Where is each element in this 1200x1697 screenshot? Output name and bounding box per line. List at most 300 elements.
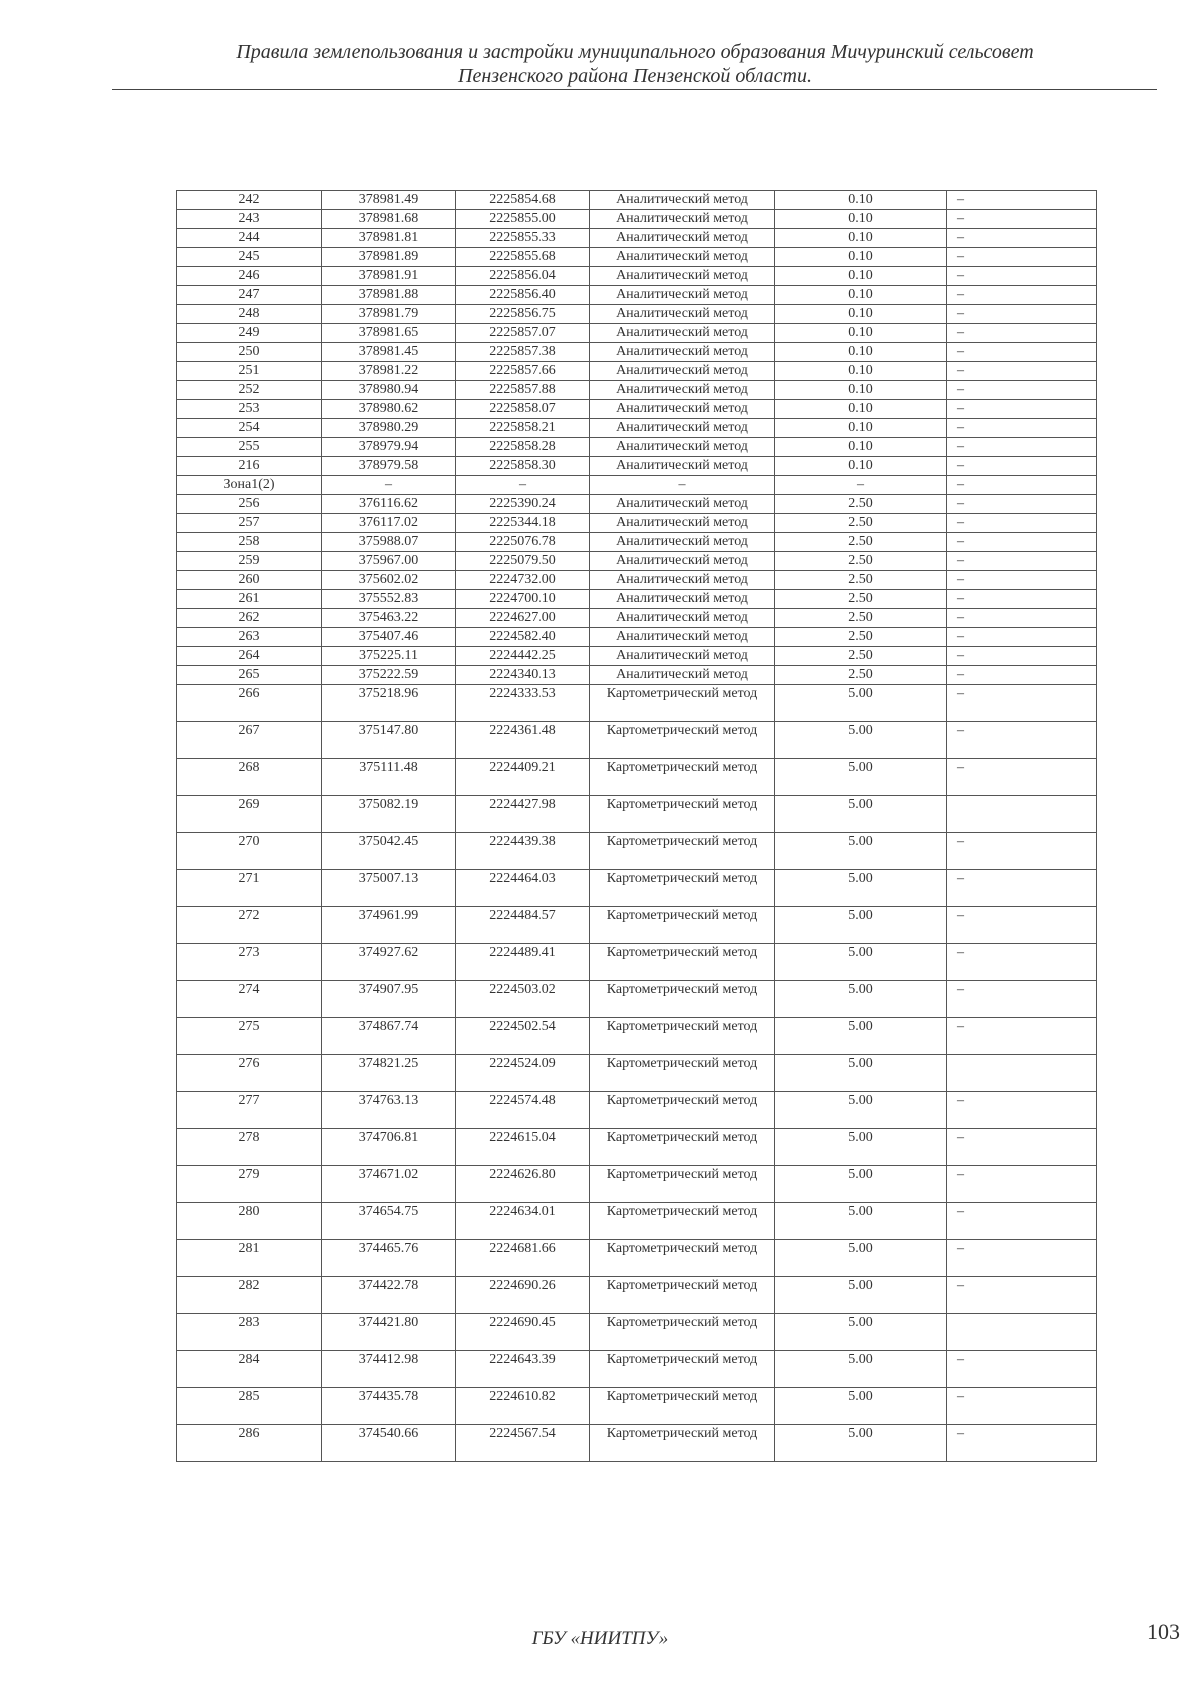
table-row [177,685,1097,722]
y-coordinate-cell: 2225390.24 [456,495,590,514]
y-coordinate-cell: 2224627.00 [456,609,590,628]
point-number-cell: 259 [177,552,322,571]
accuracy-cell: 2.50 [775,533,947,552]
y-coordinate-cell: 2224340.13 [456,666,590,685]
method-cell: Аналитический метод [590,571,775,590]
x-coordinate-cell: 375222.59 [322,666,456,685]
note-cell: – [947,944,1097,981]
x-coordinate-cell: 374927.62 [322,944,456,981]
y-coordinate-cell: 2225855.33 [456,229,590,248]
x-coordinate-cell: 375407.46 [322,628,456,647]
point-number-cell: 254 [177,419,322,438]
y-coordinate-cell: 2224732.00 [456,571,590,590]
method-cell: Картометрический метод [590,1240,775,1277]
method-cell: Картометрический метод [590,907,775,944]
table-row [177,907,1097,944]
x-coordinate-cell: 375225.11 [322,647,456,666]
accuracy-cell: 2.50 [775,609,947,628]
note-cell: – [947,609,1097,628]
point-number-cell: 276 [177,1055,322,1092]
point-number-cell: 269 [177,796,322,833]
method-cell: Аналитический метод [590,248,775,267]
table-row [177,647,1097,666]
note-cell: – [947,571,1097,590]
point-number-cell: 255 [177,438,322,457]
note-cell: – [947,210,1097,229]
note-cell: – [947,286,1097,305]
x-coordinate-cell: 374422.78 [322,1277,456,1314]
table-row [177,514,1097,533]
method-cell: Аналитический метод [590,229,775,248]
note-cell: – [947,419,1097,438]
table-row [177,1277,1097,1314]
accuracy-cell: 0.10 [775,419,947,438]
y-coordinate-cell: 2224690.45 [456,1314,590,1351]
method-cell: Аналитический метод [590,609,775,628]
x-coordinate-cell: 375042.45 [322,833,456,870]
note-cell: – [947,1425,1097,1462]
x-coordinate-cell: 374821.25 [322,1055,456,1092]
y-coordinate-cell: 2224439.38 [456,833,590,870]
x-coordinate-cell: 378981.81 [322,229,456,248]
table-row [177,324,1097,343]
y-coordinate-cell: 2224503.02 [456,981,590,1018]
method-cell: Аналитический метод [590,362,775,381]
table-row [177,590,1097,609]
x-coordinate-cell: 374435.78 [322,1388,456,1425]
method-cell: Аналитический метод [590,286,775,305]
accuracy-cell: 2.50 [775,666,947,685]
accuracy-cell: 5.00 [775,1055,947,1092]
table-row [177,1166,1097,1203]
method-cell: Аналитический метод [590,590,775,609]
method-cell: Картометрический метод [590,944,775,981]
note-cell: – [947,191,1097,210]
y-coordinate-cell: 2225857.38 [456,343,590,362]
note-cell [947,796,1097,833]
note-cell: – [947,400,1097,419]
x-coordinate-cell: 374540.66 [322,1425,456,1462]
x-coordinate-cell: 378981.68 [322,210,456,229]
accuracy-cell: 2.50 [775,552,947,571]
x-coordinate-cell: 378981.91 [322,267,456,286]
document-header [110,40,1160,88]
method-cell: Картометрический метод [590,833,775,870]
table-row [177,286,1097,305]
point-number-cell: 282 [177,1277,322,1314]
method-cell: Картометрический метод [590,870,775,907]
accuracy-cell: 5.00 [775,1240,947,1277]
method-cell: Картометрический метод [590,1018,775,1055]
method-cell: Картометрический метод [590,981,775,1018]
x-coordinate-cell: 378980.62 [322,400,456,419]
method-cell: Аналитический метод [590,267,775,286]
method-cell: Картометрический метод [590,1351,775,1388]
point-number-cell: Зона1(2) [177,476,322,495]
table-row [177,1388,1097,1425]
note-cell: – [947,267,1097,286]
accuracy-cell: 0.10 [775,438,947,457]
point-number-cell: 249 [177,324,322,343]
point-number-cell: 250 [177,343,322,362]
y-coordinate-cell: 2225858.07 [456,400,590,419]
header-line-2: Пензенского района Пензенской области. [458,65,812,87]
x-coordinate-cell: 374961.99 [322,907,456,944]
table-row [177,210,1097,229]
note-cell: – [947,362,1097,381]
accuracy-cell: 5.00 [775,1388,947,1425]
table-row [177,1203,1097,1240]
accuracy-cell: 5.00 [775,1277,947,1314]
point-number-cell: 280 [177,1203,322,1240]
accuracy-cell: 2.50 [775,514,947,533]
y-coordinate-cell: 2224690.26 [456,1277,590,1314]
accuracy-cell: 5.00 [775,759,947,796]
method-cell: Картометрический метод [590,759,775,796]
x-coordinate-cell: 378981.88 [322,286,456,305]
y-coordinate-cell: 2224333.53 [456,685,590,722]
point-number-cell: 278 [177,1129,322,1166]
note-cell: – [947,685,1097,722]
note-cell: – [947,476,1097,495]
method-cell: Картометрический метод [590,1129,775,1166]
point-number-cell: 248 [177,305,322,324]
y-coordinate-cell: 2225858.28 [456,438,590,457]
method-cell: Аналитический метод [590,305,775,324]
method-cell: Аналитический метод [590,419,775,438]
accuracy-cell: 5.00 [775,1129,947,1166]
y-coordinate-cell: 2224567.54 [456,1425,590,1462]
x-coordinate-cell: 374706.81 [322,1129,456,1166]
y-coordinate-cell: 2225858.21 [456,419,590,438]
point-number-cell: 243 [177,210,322,229]
y-coordinate-cell: 2225857.66 [456,362,590,381]
point-number-cell: 275 [177,1018,322,1055]
method-cell: Картометрический метод [590,1166,775,1203]
note-cell: – [947,722,1097,759]
method-cell: Картометрический метод [590,1203,775,1240]
y-coordinate-cell: – [456,476,590,495]
accuracy-cell: 0.10 [775,343,947,362]
accuracy-cell: 0.10 [775,324,947,343]
table-row [177,362,1097,381]
x-coordinate-cell: 375967.00 [322,552,456,571]
accuracy-cell: 2.50 [775,647,947,666]
x-coordinate-cell: 376116.62 [322,495,456,514]
note-cell: – [947,1240,1097,1277]
x-coordinate-cell: 374421.80 [322,1314,456,1351]
y-coordinate-cell: 2224643.39 [456,1351,590,1388]
table-row [177,722,1097,759]
note-cell: – [947,248,1097,267]
method-cell: Аналитический метод [590,324,775,343]
y-coordinate-cell: 2225856.40 [456,286,590,305]
header-line-1: Правила землепользования и застройки муниципального образования Мичуринский сельсовет [236,41,1034,63]
method-cell: Картометрический метод [590,1314,775,1351]
x-coordinate-cell: 378980.29 [322,419,456,438]
note-cell: – [947,324,1097,343]
x-coordinate-cell: 378981.49 [322,191,456,210]
table-row [177,666,1097,685]
y-coordinate-cell: 2225857.88 [456,381,590,400]
note-cell: – [947,533,1097,552]
point-number-cell: 261 [177,590,322,609]
table-row [177,796,1097,833]
table-row [177,381,1097,400]
point-number-cell: 273 [177,944,322,981]
y-coordinate-cell: 2225854.68 [456,191,590,210]
point-number-cell: 244 [177,229,322,248]
y-coordinate-cell: 2224700.10 [456,590,590,609]
coordinates-table-body [177,191,1097,1462]
x-coordinate-cell: 374907.95 [322,981,456,1018]
accuracy-cell: 5.00 [775,1092,947,1129]
accuracy-cell: 0.10 [775,305,947,324]
x-coordinate-cell: 375552.83 [322,590,456,609]
header-divider [112,89,1157,90]
x-coordinate-cell: 378981.65 [322,324,456,343]
x-coordinate-cell: 378981.89 [322,248,456,267]
point-number-cell: 277 [177,1092,322,1129]
table-row [177,400,1097,419]
note-cell: – [947,1092,1097,1129]
note-cell: – [947,628,1097,647]
y-coordinate-cell: 2224502.54 [456,1018,590,1055]
page-number: 103 [1147,1619,1180,1644]
accuracy-cell: 5.00 [775,833,947,870]
x-coordinate-cell: 378979.58 [322,457,456,476]
y-coordinate-cell: 2225076.78 [456,533,590,552]
y-coordinate-cell: 2224409.21 [456,759,590,796]
accuracy-cell: 0.10 [775,362,947,381]
point-number-cell: 283 [177,1314,322,1351]
y-coordinate-cell: 2224582.40 [456,628,590,647]
y-coordinate-cell: 2224361.48 [456,722,590,759]
point-number-cell: 252 [177,381,322,400]
accuracy-cell: 0.10 [775,248,947,267]
x-coordinate-cell: 374412.98 [322,1351,456,1388]
table-row [177,438,1097,457]
point-number-cell: 286 [177,1425,322,1462]
y-coordinate-cell: 2224464.03 [456,870,590,907]
note-cell: – [947,552,1097,571]
note-cell: – [947,343,1097,362]
note-cell: – [947,647,1097,666]
accuracy-cell: 0.10 [775,286,947,305]
note-cell: – [947,1203,1097,1240]
table-row [177,343,1097,362]
y-coordinate-cell: 2224626.80 [456,1166,590,1203]
method-cell: Аналитический метод [590,666,775,685]
x-coordinate-cell: 378981.45 [322,343,456,362]
note-cell: – [947,590,1097,609]
y-coordinate-cell: 2225344.18 [456,514,590,533]
note-cell [947,1314,1097,1351]
point-number-cell: 266 [177,685,322,722]
note-cell: – [947,438,1097,457]
table-row [177,571,1097,590]
point-number-cell: 246 [177,267,322,286]
x-coordinate-cell: 375111.48 [322,759,456,796]
y-coordinate-cell: 2224681.66 [456,1240,590,1277]
note-cell: – [947,1388,1097,1425]
table-row [177,1240,1097,1277]
accuracy-cell: 0.10 [775,457,947,476]
x-coordinate-cell: 374465.76 [322,1240,456,1277]
accuracy-cell: – [775,476,947,495]
note-cell: – [947,833,1097,870]
table-row [177,609,1097,628]
point-number-cell: 263 [177,628,322,647]
method-cell: Аналитический метод [590,343,775,362]
note-cell: – [947,870,1097,907]
y-coordinate-cell: 2224442.25 [456,647,590,666]
point-number-cell: 260 [177,571,322,590]
y-coordinate-cell: 2224574.48 [456,1092,590,1129]
accuracy-cell: 5.00 [775,907,947,944]
note-cell: – [947,457,1097,476]
footer-organization: ГБУ «НИИТПУ» [531,1628,669,1649]
x-coordinate-cell: 376117.02 [322,514,456,533]
accuracy-cell: 5.00 [775,1351,947,1388]
accuracy-cell: 5.00 [775,1314,947,1351]
point-number-cell: 256 [177,495,322,514]
y-coordinate-cell: 2225856.75 [456,305,590,324]
point-number-cell: 257 [177,514,322,533]
note-cell: – [947,495,1097,514]
method-cell: Аналитический метод [590,438,775,457]
point-number-cell: 279 [177,1166,322,1203]
table-row [177,248,1097,267]
point-number-cell: 253 [177,400,322,419]
point-number-cell: 271 [177,870,322,907]
accuracy-cell: 5.00 [775,1425,947,1462]
note-cell: – [947,907,1097,944]
note-cell [947,1055,1097,1092]
x-coordinate-cell: 375218.96 [322,685,456,722]
point-number-cell: 285 [177,1388,322,1425]
point-number-cell: 274 [177,981,322,1018]
method-cell: Аналитический метод [590,628,775,647]
accuracy-cell: 5.00 [775,722,947,759]
method-cell: Картометрический метод [590,796,775,833]
accuracy-cell: 2.50 [775,571,947,590]
point-number-cell: 262 [177,609,322,628]
accuracy-cell: 5.00 [775,944,947,981]
table-row [177,267,1097,286]
y-coordinate-cell: 2225855.00 [456,210,590,229]
point-number-cell: 267 [177,722,322,759]
table-row [177,552,1097,571]
table-row [177,1314,1097,1351]
method-cell: Картометрический метод [590,1277,775,1314]
y-coordinate-cell: 2224634.01 [456,1203,590,1240]
table-row [177,1092,1097,1129]
note-cell: – [947,1129,1097,1166]
x-coordinate-cell: 374654.75 [322,1203,456,1240]
x-coordinate-cell: 375602.02 [322,571,456,590]
table-row [177,191,1097,210]
note-cell: – [947,229,1097,248]
accuracy-cell: 0.10 [775,400,947,419]
accuracy-cell: 2.50 [775,495,947,514]
method-cell: – [590,476,775,495]
y-coordinate-cell: 2224427.98 [456,796,590,833]
table-row [177,1055,1097,1092]
table-row [177,457,1097,476]
accuracy-cell: 0.10 [775,267,947,286]
point-number-cell: 247 [177,286,322,305]
x-coordinate-cell: 375988.07 [322,533,456,552]
point-number-cell: 265 [177,666,322,685]
note-cell: – [947,1166,1097,1203]
table-row [177,533,1097,552]
x-coordinate-cell: 374867.74 [322,1018,456,1055]
accuracy-cell: 5.00 [775,870,947,907]
accuracy-cell: 5.00 [775,685,947,722]
x-coordinate-cell: 375007.13 [322,870,456,907]
note-cell: – [947,759,1097,796]
accuracy-cell: 0.10 [775,381,947,400]
accuracy-cell: 5.00 [775,1166,947,1203]
accuracy-cell: 5.00 [775,981,947,1018]
method-cell: Аналитический метод [590,514,775,533]
x-coordinate-cell: 374763.13 [322,1092,456,1129]
method-cell: Аналитический метод [590,400,775,419]
accuracy-cell: 5.00 [775,1018,947,1055]
point-number-cell: 272 [177,907,322,944]
y-coordinate-cell: 2225079.50 [456,552,590,571]
accuracy-cell: 0.10 [775,191,947,210]
table-row [177,476,1097,495]
point-number-cell: 258 [177,533,322,552]
x-coordinate-cell: 375082.19 [322,796,456,833]
y-coordinate-cell: 2225856.04 [456,267,590,286]
note-cell: – [947,381,1097,400]
accuracy-cell: 5.00 [775,1203,947,1240]
method-cell: Аналитический метод [590,552,775,571]
method-cell: Картометрический метод [590,1055,775,1092]
method-cell: Аналитический метод [590,647,775,666]
method-cell: Аналитический метод [590,381,775,400]
point-number-cell: 242 [177,191,322,210]
method-cell: Аналитический метод [590,533,775,552]
x-coordinate-cell: 378981.22 [322,362,456,381]
table-row [177,229,1097,248]
method-cell: Картометрический метод [590,722,775,759]
x-coordinate-cell: 374671.02 [322,1166,456,1203]
method-cell: Картометрический метод [590,685,775,722]
note-cell: – [947,1018,1097,1055]
table-row [177,981,1097,1018]
y-coordinate-cell: 2225855.68 [456,248,590,267]
accuracy-cell: 2.50 [775,628,947,647]
note-cell: – [947,305,1097,324]
accuracy-cell: 2.50 [775,590,947,609]
point-number-cell: 270 [177,833,322,870]
note-cell: – [947,981,1097,1018]
accuracy-cell: 5.00 [775,796,947,833]
note-cell: – [947,1277,1097,1314]
y-coordinate-cell: 2224610.82 [456,1388,590,1425]
method-cell: Картометрический метод [590,1092,775,1129]
y-coordinate-cell: 2224489.41 [456,944,590,981]
method-cell: Картометрический метод [590,1388,775,1425]
table-row [177,305,1097,324]
x-coordinate-cell: 378980.94 [322,381,456,400]
y-coordinate-cell: 2225858.30 [456,457,590,476]
x-coordinate-cell: 375463.22 [322,609,456,628]
